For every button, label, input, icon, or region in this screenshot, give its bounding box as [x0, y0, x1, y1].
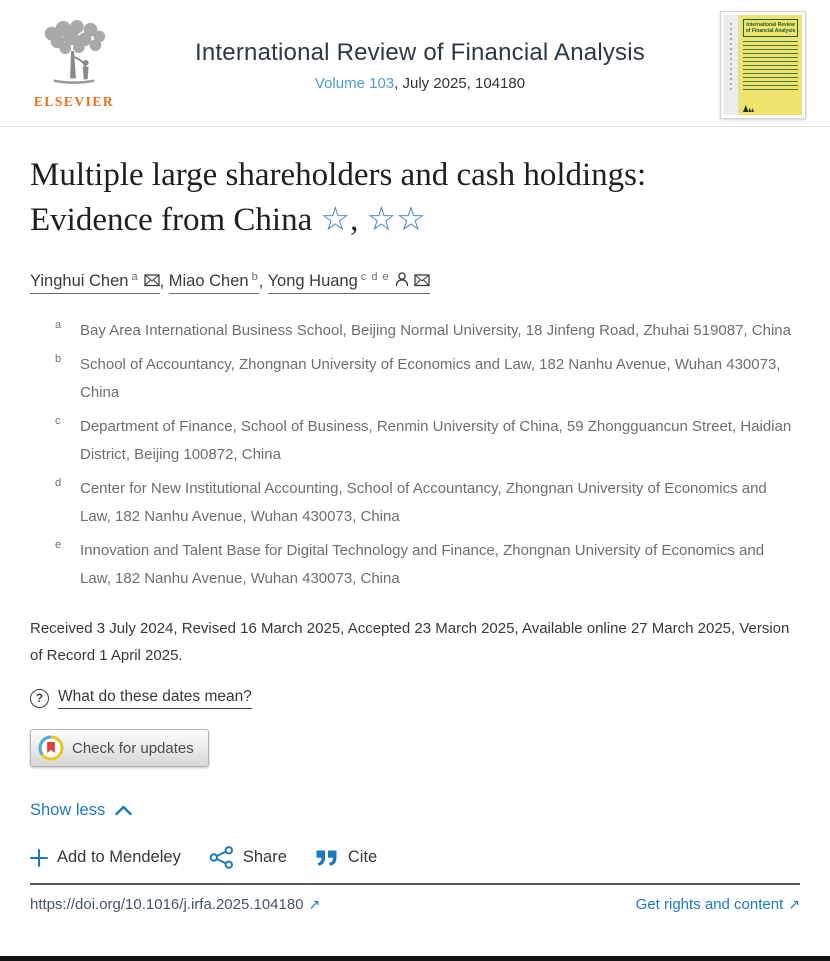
- journal-banner: [0, 0, 830, 126]
- check-for-updates-button[interactable]: [30, 729, 209, 767]
- affiliation-text: Bay Area International Business School, Beijing Normal University, 18 Jinfeng Road, Zhuhai 519087, China: [80, 322, 791, 340]
- issue-info: , July 2025, 104180: [394, 74, 526, 92]
- affiliation-text: Center for New Institutional Accounting, School of Accountancy, Zhongnan University of Economics and Law, 182 Nanhu Avenue, Wuhan 430073, China: [80, 480, 767, 526]
- affiliation-label: b: [55, 353, 62, 366]
- doi-text: https://doi.org/10.1016/j.irfa.2025.104180: [30, 896, 304, 914]
- external-link-arrow-icon: ↗: [308, 896, 321, 913]
- email-icon: [144, 274, 160, 287]
- affiliation-item: [55, 537, 800, 593]
- footnote-star-2[interactable]: ☆☆: [366, 201, 426, 238]
- article-actions-bar: [30, 846, 800, 869]
- share-icon: [209, 846, 234, 869]
- article-header-section: [0, 153, 830, 923]
- cover-spine: [724, 15, 739, 115]
- author-affiliation-sup: a: [131, 270, 139, 283]
- affiliation-text: Innovation and Talent Base for Digital Technology and Finance, Zhongnan University of Economics and Law, 182 Nanhu Avenue, Wuhan 430073, China: [80, 542, 765, 588]
- question-glyph: ?: [35, 692, 44, 705]
- cite-label: Cite: [347, 848, 378, 867]
- journal-meta: [120, 39, 720, 92]
- author-separator: ,: [159, 272, 169, 291]
- doi-link[interactable]: [30, 896, 320, 913]
- add-to-mendeley-label: Add to Mendeley: [57, 848, 181, 867]
- cover-title: International Review of Financial Analysis: [743, 19, 798, 37]
- footnote-star-1[interactable]: ☆: [320, 201, 351, 238]
- cover-publisher-mark: [743, 105, 754, 112]
- author-miao-chen[interactable]: [169, 272, 259, 294]
- share-button[interactable]: [209, 846, 287, 869]
- show-less-label: Show less: [30, 801, 106, 820]
- journal-cover-thumbnail[interactable]: [720, 11, 806, 119]
- affiliation-list: [30, 317, 800, 593]
- quote-cite-icon: [315, 849, 339, 867]
- article-dates: Received 3 July 2024, Revised 16 March 2025, Accepted 23 March 2025, Available online 27 March 2025, Version of Record 1 April 2025.: [30, 620, 790, 665]
- affiliation-item: [55, 475, 800, 531]
- show-less-toggle[interactable]: [30, 801, 132, 820]
- article-title-text: Multiple large shareholders and cash holdings: Evidence from China: [30, 157, 647, 238]
- chevron-up-icon: [115, 805, 132, 816]
- affiliation-label: e: [55, 539, 62, 552]
- title-note-separator: ,: [350, 201, 367, 238]
- author-separator: ,: [258, 272, 268, 291]
- journal-title-link[interactable]: International Review of Financial Analysis: [195, 38, 645, 66]
- article-title: [30, 153, 730, 243]
- dates-help-link[interactable]: [30, 688, 252, 709]
- author-yong-huang[interactable]: [268, 272, 430, 294]
- crossmark-icon: [38, 735, 64, 761]
- plus-icon: [30, 849, 48, 867]
- affiliation-label: c: [55, 415, 61, 428]
- author-name: Miao Chen: [168, 272, 249, 291]
- affiliation-label: a: [55, 319, 62, 332]
- author-yinghui-chen[interactable]: [30, 272, 160, 294]
- elsevier-logo[interactable]: [28, 20, 120, 110]
- share-label: Share: [242, 848, 287, 867]
- cover-toc-lines: [743, 41, 798, 93]
- window-bottom-edge: [0, 956, 830, 961]
- header-divider: [0, 126, 830, 127]
- cover-front: [739, 15, 802, 115]
- check-for-updates-label: Check for updates: [72, 739, 194, 757]
- author-affiliation-sup: c d e: [360, 270, 390, 283]
- volume-link[interactable]: Volume 103: [314, 74, 395, 92]
- get-rights-link[interactable]: [636, 896, 800, 913]
- affiliation-item: [55, 413, 800, 469]
- affiliation-label: d: [55, 477, 62, 490]
- get-rights-label: Get rights and content: [635, 896, 784, 914]
- elsevier-tree-icon: [37, 20, 111, 92]
- doi-rights-row: [30, 885, 800, 923]
- affiliation-text: Department of Finance, School of Business, Renmin University of China, 59 Zhongguancun Street, Haidian District, Beijing 100872, China: [80, 418, 792, 464]
- dates-help-label: What do these dates mean?: [58, 688, 252, 709]
- journal-issue-line: [130, 75, 710, 92]
- corresponding-author-person-icon: [395, 272, 409, 287]
- cite-button[interactable]: [315, 848, 377, 867]
- affiliation-item: [55, 317, 800, 345]
- author-name: Yong Huang: [267, 272, 358, 291]
- external-link-arrow-icon: ↗: [788, 896, 800, 913]
- email-icon: [414, 274, 430, 287]
- affiliation-item: [55, 351, 800, 407]
- add-to-mendeley-button[interactable]: [30, 848, 181, 867]
- author-affiliation-sup: b: [251, 270, 259, 283]
- author-name: Yinghui Chen: [30, 272, 129, 291]
- author-list: [30, 271, 800, 292]
- elsevier-wordmark: ELSEVIER: [33, 94, 115, 109]
- question-icon: [30, 689, 49, 708]
- affiliation-text: School of Accountancy, Zhongnan University of Economics and Law, 182 Nanhu Avenue, Wuhan 430073, China: [80, 356, 781, 402]
